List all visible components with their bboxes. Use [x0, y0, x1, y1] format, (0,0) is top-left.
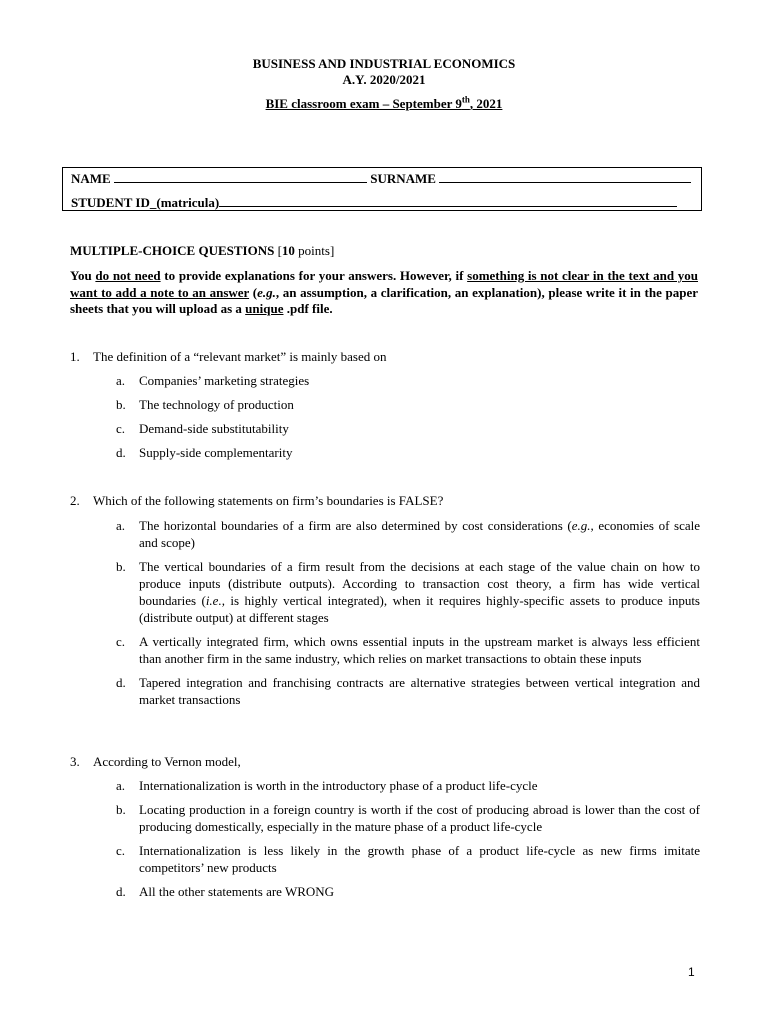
option-d[interactable]: d. Supply-side complementarity [116, 445, 293, 460]
question-2 [70, 492, 700, 708]
options-list [70, 777, 700, 900]
student-id-row [71, 194, 695, 211]
instructions: You do not need to provide explanations for your answers. However, if something is not clear in the text and you want to add a note to an answer (e.g., an assumption, a clarification, an explanation), please write it in the paper sheets that you will upload as a unique .pdf file. [70, 268, 699, 316]
options-list [70, 517, 700, 708]
option-c[interactable]: c. A vertically integrated firm, which owns essential inputs in the upstream market is always less efficient than another firm in the same industry, which relies on market transactions to obtain these inputs [116, 634, 700, 666]
option-c[interactable]: c. Internationalization is less likely in the growth phase of a product life-cycle as new firms imitate competitors’ new products [116, 843, 700, 875]
option-a[interactable]: a. Companies’ marketing strategies [116, 373, 310, 388]
question-3 [70, 753, 700, 900]
option-a[interactable]: a. Internationalization is worth in the introductory phase of a product life-cycle [116, 778, 538, 793]
question-1 [70, 348, 700, 461]
student-id-field[interactable] [219, 194, 677, 207]
course-title: BUSINESS AND INDUSTRIAL ECONOMICS [252, 56, 516, 71]
question-stem: 3. According to Vernon model, [70, 754, 241, 769]
question-number: 3. [70, 754, 80, 769]
question-stem: 2. Which of the following statements on firm’s boundaries is FALSE? [70, 493, 444, 508]
option-d[interactable]: d. All the other statements are WRONG [116, 884, 335, 899]
student-id-label: STUDENT ID_(matricula) [71, 195, 220, 210]
option-c[interactable]: c. Demand-side substitutability [116, 421, 289, 436]
student-info-box [62, 167, 702, 211]
question-number: 1. [70, 349, 80, 364]
option-b[interactable]: b. The vertical boundaries of a firm result from the decisions at each stage of the value chain on how to produce inputs (distribute outputs). According to transaction cost theory, a firm has wide vertical boundaries (i.e., is highly vertical integrated), when it requires highly-specific assets to produce inputs (distribute output) at different stages [116, 559, 700, 625]
options-list [70, 372, 700, 461]
question-stem: 1. The definition of a “relevant market” is mainly based on [70, 349, 387, 364]
exam-title: BIE classroom exam – September 9th, 2021 [265, 94, 503, 111]
section-points: [10 points] [277, 243, 335, 258]
option-d[interactable]: d. Tapered integration and franchising contracts are alternative strategies between vertical integration and market transactions [116, 675, 700, 707]
name-field[interactable] [114, 170, 367, 183]
section-title: MULTIPLE-CHOICE QUESTIONS [10 points] [70, 243, 335, 258]
name-label: NAME [71, 171, 111, 186]
page-number: 1 [688, 965, 695, 979]
surname-label: SURNAME [370, 171, 436, 186]
option-b[interactable]: b. The technology of production [116, 397, 294, 412]
option-b[interactable]: b. Locating production in a foreign country is worth if the cost of producing abroad is lower than the cost of producing domestically, especially in the mature phase of a product life-cycle [116, 802, 700, 834]
name-row [71, 170, 695, 187]
option-a[interactable]: a. The horizontal boundaries of a firm are also determined by cost considerations (e.g., economies of scale and scope) [116, 518, 700, 550]
surname-field[interactable] [439, 170, 691, 183]
question-number: 2. [70, 493, 80, 508]
academic-year: A.Y. 2020/2021 [342, 72, 426, 87]
